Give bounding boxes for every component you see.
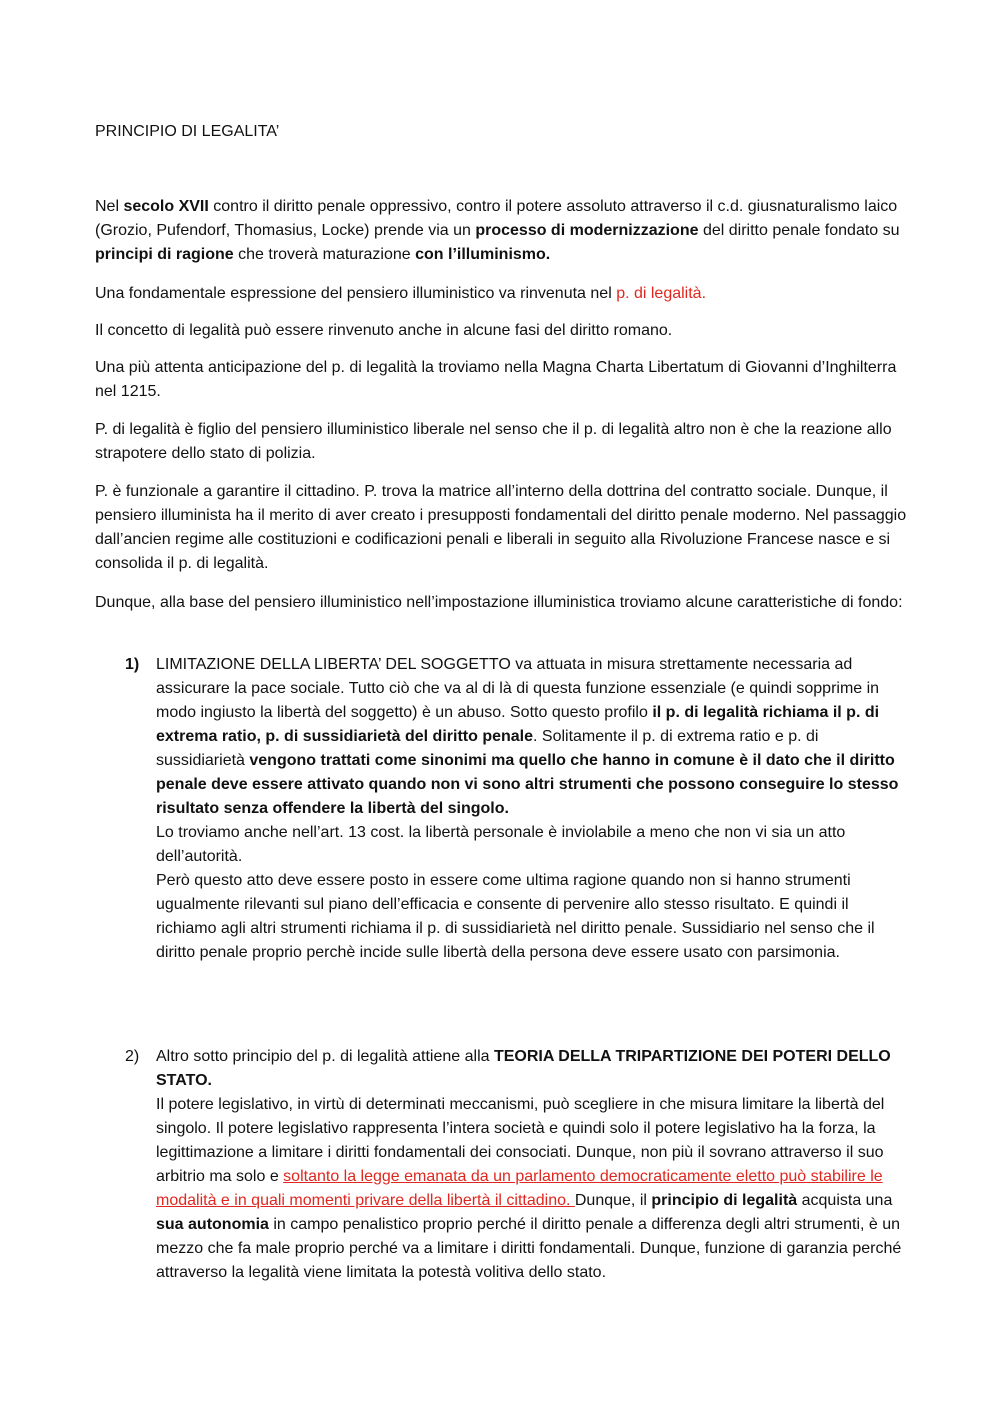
text: che troverà maturazione [233, 246, 416, 263]
text: acquista una [797, 1192, 893, 1209]
text: Nel [95, 198, 124, 215]
list-item-text: Però questo atto deve essere posto in essere come ultima ragione quando non si hanno strumenti ugualmente rilevanti sul piano dell’efficacia e consente di pervenire allo stesso risultato. E quindi il richiamo agli altri strumenti richiama il p. di sussidiarietà nel diritto penale. Sussidiario nel senso che il diritto penale proprio perchè incide sulle libertà della persona deve essere usato con parsimonia. [156, 872, 875, 961]
list-item-1 [125, 653, 907, 965]
paragraph-magna-charta: Una più attenta anticipazione del p. di legalità la troviamo nella Magna Charta Libertatum di Giovanni d’Inghilterra nel 1215. [95, 359, 897, 400]
bold-text: il p. di legalità richiama il p. di extrema ratio, p. di sussidiarietà del diritto penale [156, 704, 880, 745]
list-number: 1) [125, 656, 140, 673]
list-item-text [156, 653, 907, 821]
paragraph-intro [95, 195, 907, 267]
text: Il potere legislativo, in virtù di determinati meccanismi, può scegliere in che misura limitare la libertà del singolo. Il potere legislativo rappresenta l’intera società e quindi solo il potere legislativo ha la forza, la legittimazione a limitare i diritti fondamentali dei consociati. Dunque, non più il sovrano attraverso il suo arbitrio ma solo e [156, 1096, 885, 1185]
paragraph-diritto-romano: Il concetto di legalità può essere rinvenuto anche in alcune fasi del diritto romano. [95, 322, 673, 339]
text: Una fondamentale espressione del pensiero illuministico va rinvenuta nel [95, 285, 617, 302]
paragraph-espressione [95, 282, 907, 306]
text: Dunque, il [574, 1192, 652, 1209]
paragraph-figlio-pensiero: P. di legalità è figlio del pensiero illuministico liberale nel senso che il p. di legalità altro non è che la reazione allo strapotere dello stato di polizia. [95, 421, 892, 462]
bold-text: TEORIA DELLA TRIPARTIZIONE DEI POTERI DELLO STATO. [156, 1048, 891, 1089]
list-item-text [156, 1093, 907, 1285]
underlined-highlighted-text: soltanto la legge emanata da un parlamento democraticamente eletto può stabilire le modalità e in quali momenti privare della libertà il cittadino. [156, 1168, 883, 1209]
text: del diritto penale fondato su [698, 222, 900, 239]
list-number: 2) [125, 1048, 140, 1065]
bold-text: con l’illuminismo. [415, 246, 551, 263]
bold-text: processo di modernizzazione [475, 222, 699, 239]
bold-text: sua autonomia [156, 1216, 269, 1233]
bold-text: vengono trattati come sinonimi ma quello che hanno in comune è il dato che il diritto penale deve essere attivato quando non vi sono altri strumenti che possono conseguire lo stesso risultato senza offendere la libertà del singolo. [156, 752, 899, 817]
text: . Solitamente il p. di extrema ratio e p. di sussidiarietà [156, 728, 819, 769]
text: in campo penalistico proprio perché il diritto penale a differenza degli altri strumenti, è un mezzo che fa male proprio perché va a limitare i diritti fondamentali. Dunque, funzione di garanzia perché attraverso la legalità viene limitata la potestà volitiva dello stato. [156, 1216, 902, 1281]
list-item-2 [125, 1045, 907, 1285]
highlighted-text: p. di legalità. [616, 285, 707, 302]
document-title: PRINCIPIO DI LEGALITA’ [95, 123, 280, 140]
list-item-body [156, 1045, 907, 1285]
bold-text: principi di ragione [95, 246, 234, 263]
list-item-body [156, 653, 907, 965]
list-item-text [156, 1045, 907, 1093]
list-item-text: Lo troviamo anche nell’art. 13 cost. la libertà personale è inviolabile a meno che non vi sia un atto dell’autorità. [156, 824, 846, 865]
paragraph-contratto-sociale: P. è funzionale a garantire il cittadino. P. trova la matrice all’interno della dottrina del contratto sociale. Dunque, il pensiero illuminista ha il merito di aver creato i presupposti fondamentali del diritto penale moderno. Nel passaggio dall’ancien regime alle costituzioni e codificazioni penali e liberali in seguito alla Rivoluzione Francese nasce e si consolida il p. di legalità. [95, 483, 907, 572]
bold-text: principio di legalità [651, 1192, 798, 1209]
bold-text: secolo XVII [123, 198, 209, 215]
text: LIMITAZIONE DELLA LIBERTA’ DEL SOGGETTO va attuata in misura strettamente necessaria ad assicurare la pace sociale. Tutto ciò che va al di là di questa funzione essenziale (e quindi sopprime in modo ingiusto la libertà del soggetto) è un abuso. Sotto questo profilo [156, 656, 880, 721]
paragraph-caratteristiche: Dunque, alla base del pensiero illuministico nell’impostazione illuministica troviamo alcune caratteristiche di fondo: [95, 594, 903, 611]
text: Altro sotto principio del p. di legalità attiene alla [156, 1048, 494, 1065]
text: contro il diritto penale oppressivo, contro il potere assoluto attraverso il c.d. giusnaturalismo laico (Grozio, Pufendorf, Thomasius, Locke) prende via un [95, 198, 898, 239]
